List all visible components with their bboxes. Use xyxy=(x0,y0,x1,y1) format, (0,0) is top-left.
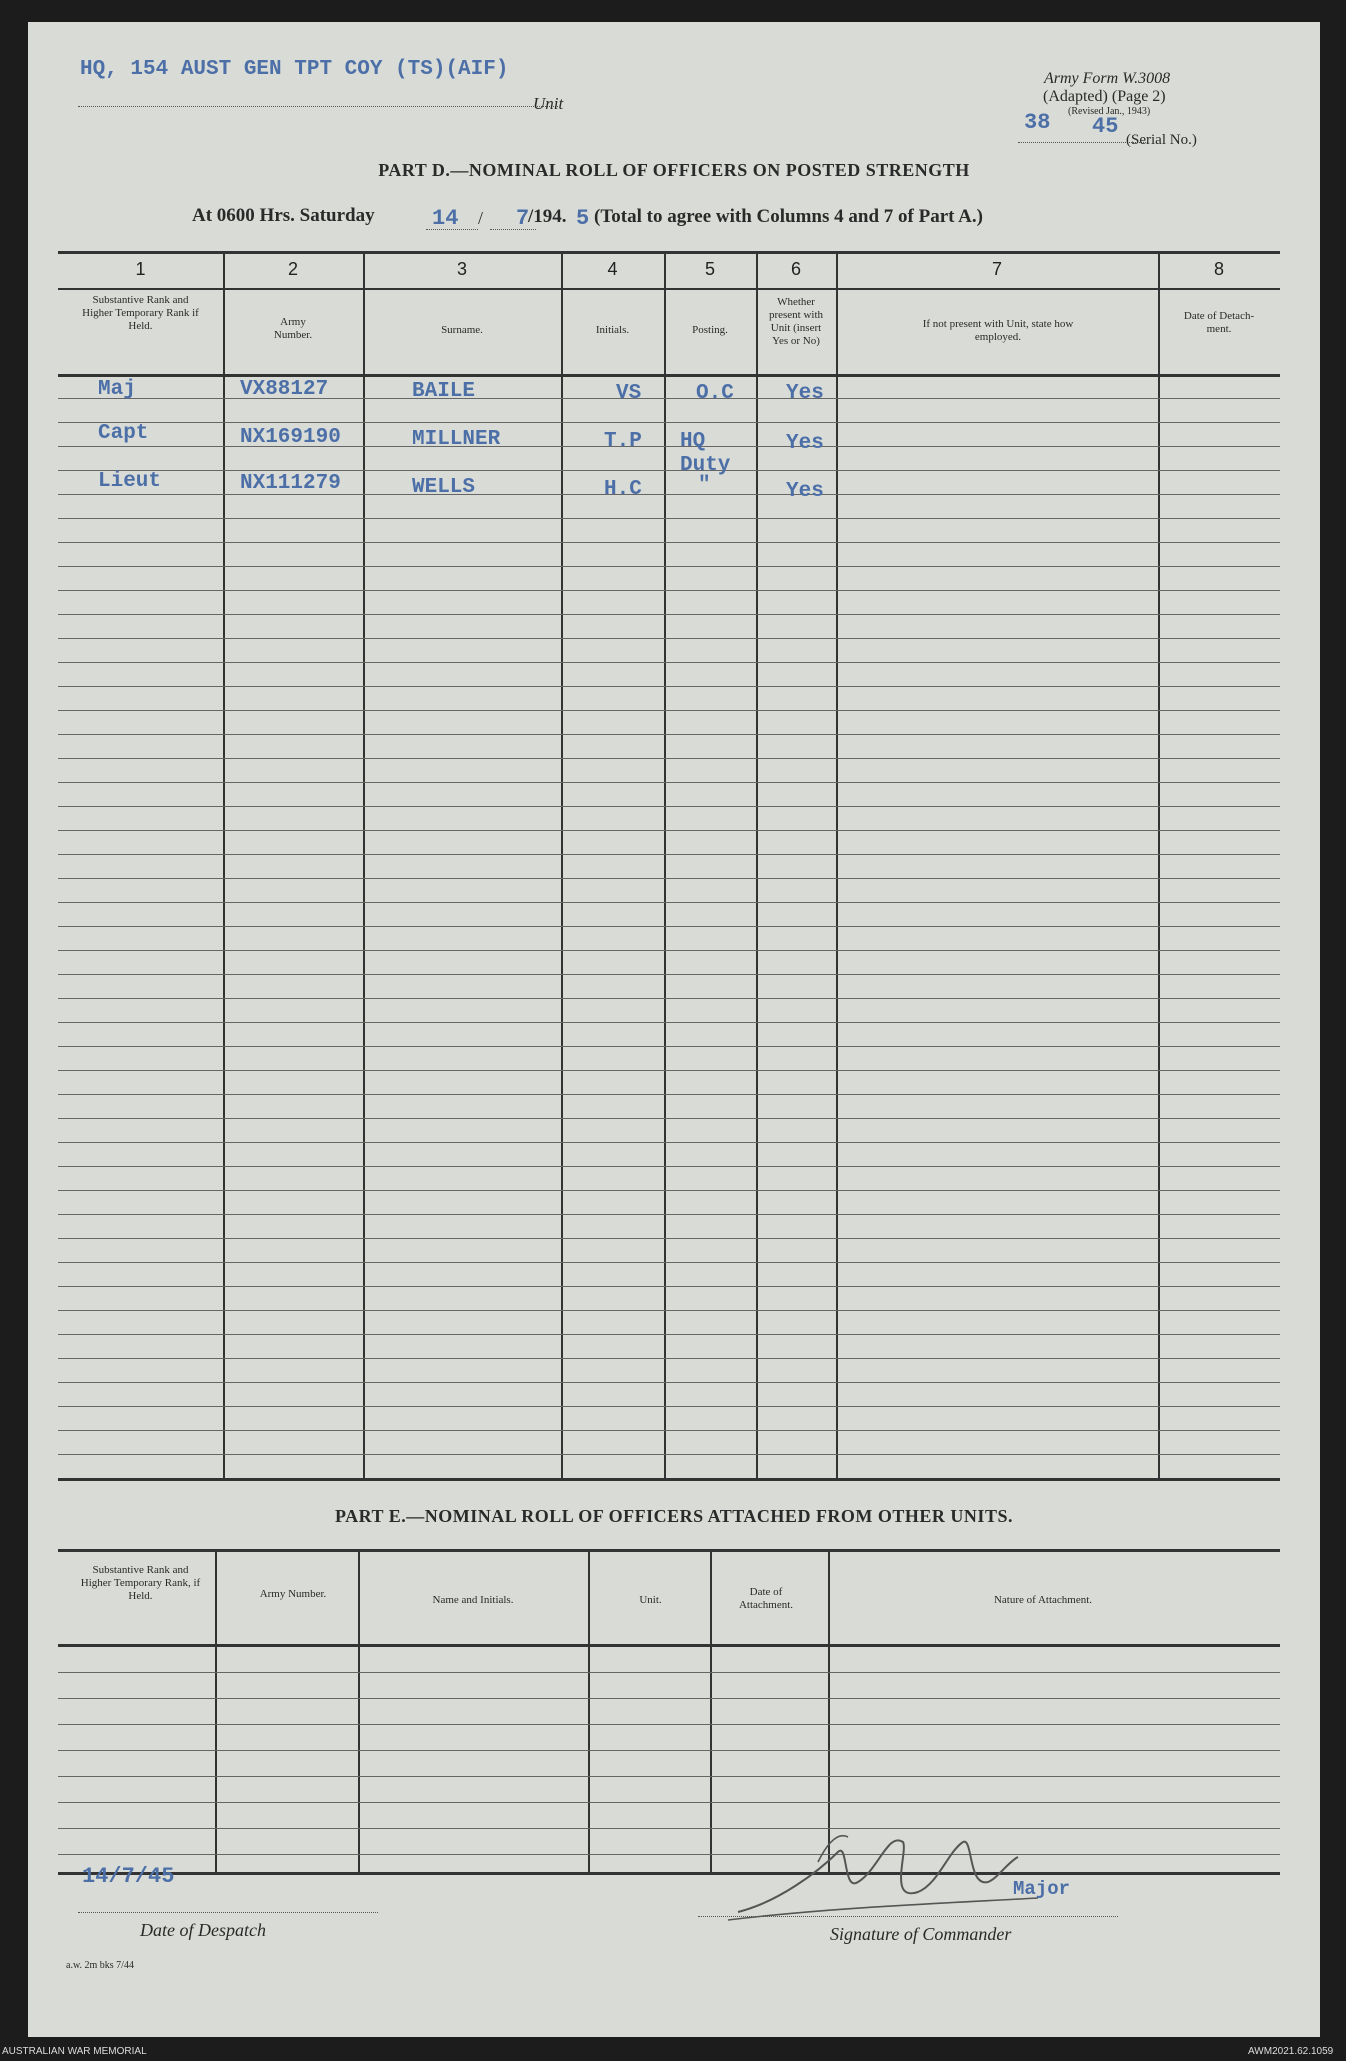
part-d-row-line xyxy=(58,926,1280,927)
col-num-5: 5 xyxy=(704,259,715,279)
part-d-column-divider xyxy=(1158,251,1160,1480)
part-d-row-line xyxy=(58,902,1280,903)
part-d-row-line xyxy=(58,470,1280,471)
part-d-row-line xyxy=(58,1166,1280,1167)
part-d-column-divider xyxy=(223,251,225,1480)
part-d-row-line xyxy=(58,806,1280,807)
part-e-title: PART E.—NOMINAL ROLL OF OFFICERS ATTACHED FROM OTHER UNITS. xyxy=(335,1506,1013,1526)
row2-present: Yes xyxy=(786,432,824,455)
col-header-initials: Initials. xyxy=(595,324,630,336)
part-d-row-line xyxy=(58,1358,1280,1359)
part-e-header-unit: Unit. xyxy=(639,1594,662,1606)
part-d-row-line xyxy=(58,1382,1280,1383)
part-d-row-line xyxy=(58,1094,1280,1095)
part-d-row-line xyxy=(58,1070,1280,1071)
serial-number-a: 38 xyxy=(1024,110,1051,135)
print-code: a.w. 2m bks 7/44 xyxy=(66,1960,134,1971)
row1-initials: VS xyxy=(616,382,642,405)
roll-month: 7 xyxy=(516,206,530,231)
roll-year-digit: 5 xyxy=(576,206,590,231)
col-num-4: 4 xyxy=(607,259,618,279)
part-e-row-line xyxy=(58,1828,1280,1829)
form-revised: (Revised Jan., 1943) xyxy=(1068,106,1151,117)
part-d-row-line xyxy=(58,878,1280,879)
part-d-row-line xyxy=(58,710,1280,711)
part-d-row-line xyxy=(58,734,1280,735)
part-d-row-line xyxy=(58,686,1280,687)
part-d-column-divider xyxy=(664,251,666,1480)
row3-present: Yes xyxy=(786,480,824,503)
part-d-row-line xyxy=(58,974,1280,975)
part-d-column-divider xyxy=(363,251,365,1480)
row1-present: Yes xyxy=(786,382,824,405)
part-d-row-line xyxy=(58,1118,1280,1119)
col-header-present: Whether present with Unit (insert Yes or No) xyxy=(768,296,824,347)
row3-posting: Duty xyxy=(680,454,731,477)
part-e-column-divider xyxy=(215,1549,217,1874)
part-e-header-date: Date of Attachment. xyxy=(738,1586,794,1611)
part-d-row-line xyxy=(58,1238,1280,1239)
part-d-column-divider xyxy=(561,251,563,1480)
part-d-row-line xyxy=(58,662,1280,663)
unit-name-typed: HQ, 154 AUST GEN TPT COY (TS)(AIF) xyxy=(80,58,509,81)
col-header-how-employed: If not present with Unit, state how employed. xyxy=(922,318,1074,343)
unit-label: Unit xyxy=(533,94,564,113)
part-e-row-line xyxy=(58,1776,1280,1777)
date-slash: / xyxy=(478,208,484,228)
despatch-rule xyxy=(78,1912,378,1913)
part-e-row-line xyxy=(58,1802,1280,1803)
part-e-row-line xyxy=(58,1750,1280,1751)
col-num-8: 8 xyxy=(1213,259,1224,279)
part-d-row-line xyxy=(58,1190,1280,1191)
unit-rule xyxy=(78,106,558,107)
part-e-row-line xyxy=(58,1854,1280,1855)
part-d-row-line xyxy=(58,590,1280,591)
row2-surname: MILLNER xyxy=(412,428,501,451)
signature-label: Signature of Commander xyxy=(830,1924,1012,1944)
row1-surname: BAILE xyxy=(412,380,476,403)
signature-rule xyxy=(698,1916,1118,1917)
part-d-row-line xyxy=(58,950,1280,951)
part-e-header-nature: Nature of Attachment. xyxy=(993,1594,1093,1606)
part-d-number-divider xyxy=(58,288,1280,290)
part-d-row-line xyxy=(58,998,1280,999)
row3-surname: WELLS xyxy=(412,476,476,499)
row1-rank: Maj xyxy=(98,378,136,401)
form-adapted: (Adapted) (Page 2) xyxy=(1043,88,1166,105)
col-num-6: 6 xyxy=(790,259,801,279)
part-e-header-divider xyxy=(58,1644,1280,1647)
part-d-row-line xyxy=(58,422,1280,423)
col-header-posting: Posting. xyxy=(692,324,728,336)
row3-rank: Lieut xyxy=(98,470,162,493)
part-d-row-line xyxy=(58,1406,1280,1407)
archive-caption-left: AUSTRALIAN WAR MEMORIAL xyxy=(2,2046,147,2057)
part-d-row-line xyxy=(58,1454,1280,1455)
part-d-row-line xyxy=(58,1334,1280,1335)
part-d-top-border xyxy=(58,251,1280,254)
part-d-row-line xyxy=(58,1022,1280,1023)
part-d-row-line xyxy=(58,542,1280,543)
part-d-row-line xyxy=(58,518,1280,519)
part-e-header-rank: Substantive Rank and Higher Temporary Rank, if Held. xyxy=(80,1564,201,1602)
part-d-row-line xyxy=(58,1262,1280,1263)
col-header-rank: Substantive Rank and Higher Temporary Rank if Held. xyxy=(82,294,199,332)
row2-army-number: NX169190 xyxy=(240,426,341,449)
col-header-detachment: Date of Detach-ment. xyxy=(1183,310,1255,335)
total-note: (Total to agree with Columns 4 and 7 of Part A.) xyxy=(594,206,983,227)
part-e-row-line xyxy=(58,1698,1280,1699)
row1-army-number: VX88127 xyxy=(240,378,329,401)
part-d-row-line xyxy=(58,854,1280,855)
despatch-label: Date of Despatch xyxy=(140,1920,266,1940)
part-e-top-border xyxy=(58,1549,1280,1552)
roll-day: 14 xyxy=(432,206,459,231)
part-e-header-name: Name and Initials. xyxy=(432,1594,514,1606)
part-d-header-divider xyxy=(58,374,1280,377)
part-d-row-line xyxy=(58,566,1280,567)
part-d-row-line xyxy=(58,1046,1280,1047)
part-e-row-line xyxy=(58,1724,1280,1725)
despatch-date-typed: 14/7/45 xyxy=(82,1864,175,1889)
part-d-column-divider xyxy=(836,251,838,1480)
document-page xyxy=(28,22,1320,2037)
col-header-surname: Surname. xyxy=(441,324,483,336)
serial-number-b: 45 xyxy=(1092,114,1119,139)
part-d-row-line xyxy=(58,782,1280,783)
part-e-row-line xyxy=(58,1672,1280,1673)
col-num-2: 2 xyxy=(287,259,298,279)
part-d-row-line xyxy=(58,1286,1280,1287)
part-d-title: PART D.—NOMINAL ROLL OF OFFICERS ON POSTED STRENGTH xyxy=(378,160,970,180)
part-d-row-line xyxy=(58,638,1280,639)
signature-rank: Major xyxy=(1013,1878,1071,1900)
row2-rank: Capt xyxy=(98,422,149,445)
part-e-bottom-border xyxy=(58,1872,1280,1875)
part-d-row-line xyxy=(58,758,1280,759)
part-d-row-line xyxy=(58,614,1280,615)
part-d-column-divider xyxy=(756,251,758,1480)
col-num-3: 3 xyxy=(456,259,467,279)
row3-army-number: NX111279 xyxy=(240,472,341,495)
part-d-row-line xyxy=(58,830,1280,831)
row3-posting-ditto: " xyxy=(698,474,711,497)
part-d-row-line xyxy=(58,1310,1280,1311)
row2-initials: T.P xyxy=(604,430,642,453)
row1-posting: O.C xyxy=(696,382,734,405)
col-num-1: 1 xyxy=(135,259,146,279)
col-header-army-number: Army Number. xyxy=(273,316,313,341)
year-prefix: /194. xyxy=(528,206,567,227)
row3-initials: H.C xyxy=(604,478,642,501)
archive-caption-right: AWM2021.62.1059 xyxy=(1248,2046,1334,2057)
at-time-label: At 0600 Hrs. Saturday xyxy=(192,205,375,226)
serial-label: (Serial No.) xyxy=(1126,132,1197,148)
part-e-header-army-number: Army Number. xyxy=(259,1588,327,1600)
part-d-bottom-border xyxy=(58,1478,1280,1481)
part-d-row-line xyxy=(58,1430,1280,1431)
part-d-row-line xyxy=(58,1142,1280,1143)
form-number: Army Form W.3008 xyxy=(1044,70,1171,87)
col-num-7: 7 xyxy=(991,259,1002,279)
commander-signature xyxy=(708,1812,1071,1932)
part-d-row-line xyxy=(58,1214,1280,1215)
row2-posting: HQ xyxy=(680,430,706,453)
